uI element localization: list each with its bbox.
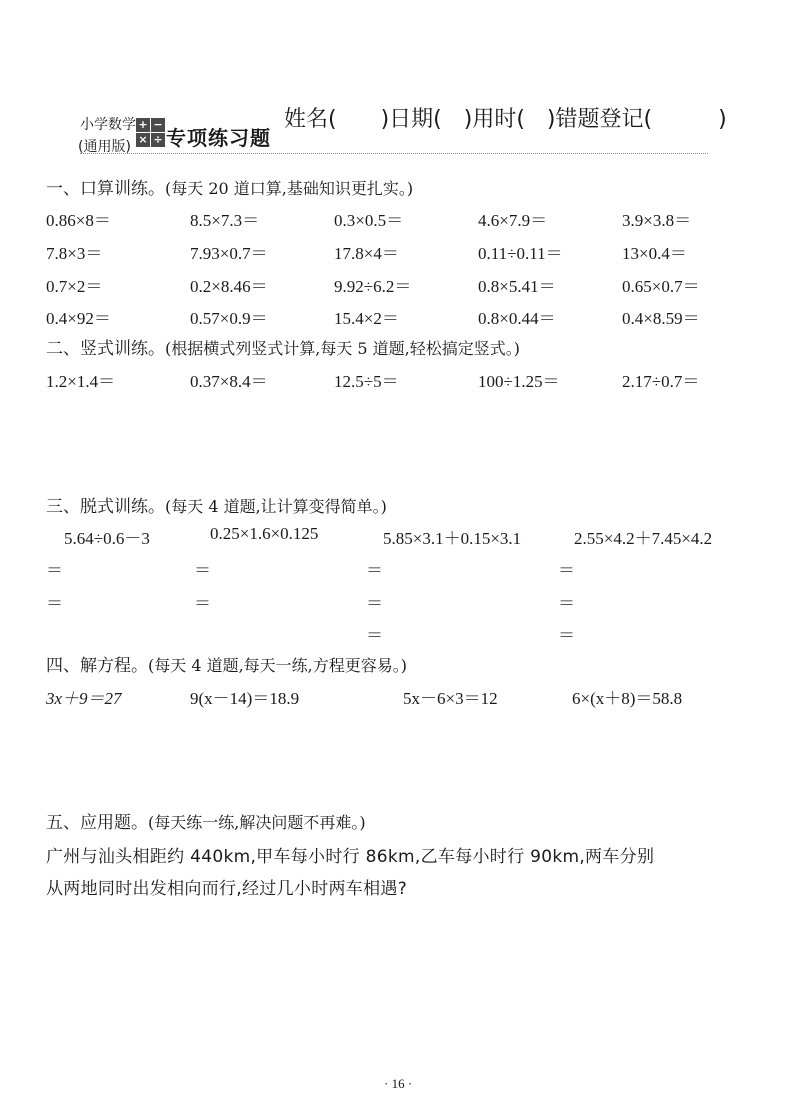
section1-heading xyxy=(46,174,413,199)
oral-item: 8.5×7.3＝ xyxy=(190,211,260,230)
brand-title: 专项练习题 xyxy=(166,126,271,150)
times-icon: × xyxy=(136,133,150,147)
oral-item: 0.86×8＝ xyxy=(46,211,111,230)
oral-item: 0.57×0.9＝ xyxy=(190,309,268,328)
section3-title: 三、脱式训练。 xyxy=(46,497,165,517)
section3-heading xyxy=(46,492,387,517)
equals-sign: ＝ xyxy=(46,594,63,613)
section5-heading xyxy=(46,808,366,833)
equals-sign: ＝ xyxy=(366,561,383,580)
vertical-item: 12.5÷5＝ xyxy=(334,372,399,391)
plus-icon: + xyxy=(136,118,150,132)
oral-item: 0.8×0.44＝ xyxy=(478,309,556,328)
equals-sign: ＝ xyxy=(366,594,383,613)
oral-item: 9.92÷6.2＝ xyxy=(334,277,412,296)
oral-item: 17.8×4＝ xyxy=(334,244,399,263)
brand-edition: (通用版) xyxy=(78,139,131,155)
equals-sign: ＝ xyxy=(558,626,575,645)
student-info-fields: 姓名( )日期( )用时( )错题登记( ) xyxy=(284,107,727,132)
stepwise-item: 0.25×1.6×0.125 xyxy=(210,524,319,543)
oral-item: 0.65×0.7＝ xyxy=(622,277,700,296)
vertical-item: 1.2×1.4＝ xyxy=(46,372,116,391)
oral-item: 0.7×2＝ xyxy=(46,277,103,296)
section3-note: (每天 4 道题,让计算变得简单。) xyxy=(165,497,387,516)
section4-title: 四、解方程。 xyxy=(46,656,148,676)
equals-sign: ＝ xyxy=(366,626,383,645)
page-number: · 16 · xyxy=(384,1076,413,1091)
section5-note: (每天练一练,解决问题不再难。) xyxy=(148,813,366,832)
section2-note: (根据横式列竖式计算,每天 5 道题,轻松搞定竖式。) xyxy=(165,339,521,358)
oral-item: 13×0.4＝ xyxy=(622,244,687,263)
minus-icon: − xyxy=(151,118,165,132)
equals-sign: ＝ xyxy=(46,561,63,580)
divide-icon: ÷ xyxy=(151,133,165,147)
stepwise-item: 5.85×3.1＋0.15×3.1 xyxy=(383,529,522,548)
stepwise-item: 5.64÷0.6－3 xyxy=(64,529,150,548)
oral-item: 7.8×3＝ xyxy=(46,244,103,263)
section1-title: 一、口算训练。 xyxy=(46,179,165,199)
section4-note: (每天 4 道题,每天一练,方程更容易。) xyxy=(148,656,408,675)
word-problem-line: 广州与汕头相距约 440km,甲车每小时行 86km,乙车每小时行 90km,两车分别 xyxy=(46,847,655,867)
oral-item: 4.6×7.9＝ xyxy=(478,211,548,230)
section5-title: 五、应用题。 xyxy=(46,813,148,833)
equation-item: 5x－6×3＝12 xyxy=(403,689,498,708)
equals-sign: ＝ xyxy=(558,561,575,580)
equation-item: 9(x－14)＝18.9 xyxy=(190,689,300,708)
equals-sign: ＝ xyxy=(194,561,211,580)
oral-item: 7.93×0.7＝ xyxy=(190,244,268,263)
oral-item: 15.4×2＝ xyxy=(334,309,399,328)
section2-heading xyxy=(46,334,520,359)
oral-item: 0.4×92＝ xyxy=(46,309,111,328)
section4-heading xyxy=(46,651,407,676)
equals-sign: ＝ xyxy=(194,594,211,613)
oral-item: 0.4×8.59＝ xyxy=(622,309,700,328)
word-problem-line: 从两地同时出发相向而行,经过几小时两车相遇? xyxy=(46,879,408,899)
section2-title: 二、竖式训练。 xyxy=(46,339,165,359)
stepwise-item: 2.55×4.2＋7.45×4.2 xyxy=(574,529,713,548)
oral-item: 3.9×3.8＝ xyxy=(622,211,692,230)
equation-item: 3x＋9＝27 xyxy=(46,689,122,708)
vertical-item: 0.37×8.4＝ xyxy=(190,372,268,391)
vertical-item: 2.17÷0.7＝ xyxy=(622,372,700,391)
vertical-item: 100÷1.25＝ xyxy=(478,372,560,391)
oral-item: 0.8×5.41＝ xyxy=(478,277,556,296)
section1-note: (每天 20 道口算,基础知识更扎实。) xyxy=(165,179,414,198)
brand-subject: 小学数学 xyxy=(80,117,136,133)
oral-item: 0.2×8.46＝ xyxy=(190,277,268,296)
header-divider xyxy=(80,153,708,154)
arithmetic-operators-icon xyxy=(136,118,165,147)
equals-sign: ＝ xyxy=(558,594,575,613)
oral-item: 0.11÷0.11＝ xyxy=(478,244,563,263)
equation-item: 6×(x＋8)＝58.8 xyxy=(572,689,683,708)
oral-item: 0.3×0.5＝ xyxy=(334,211,404,230)
